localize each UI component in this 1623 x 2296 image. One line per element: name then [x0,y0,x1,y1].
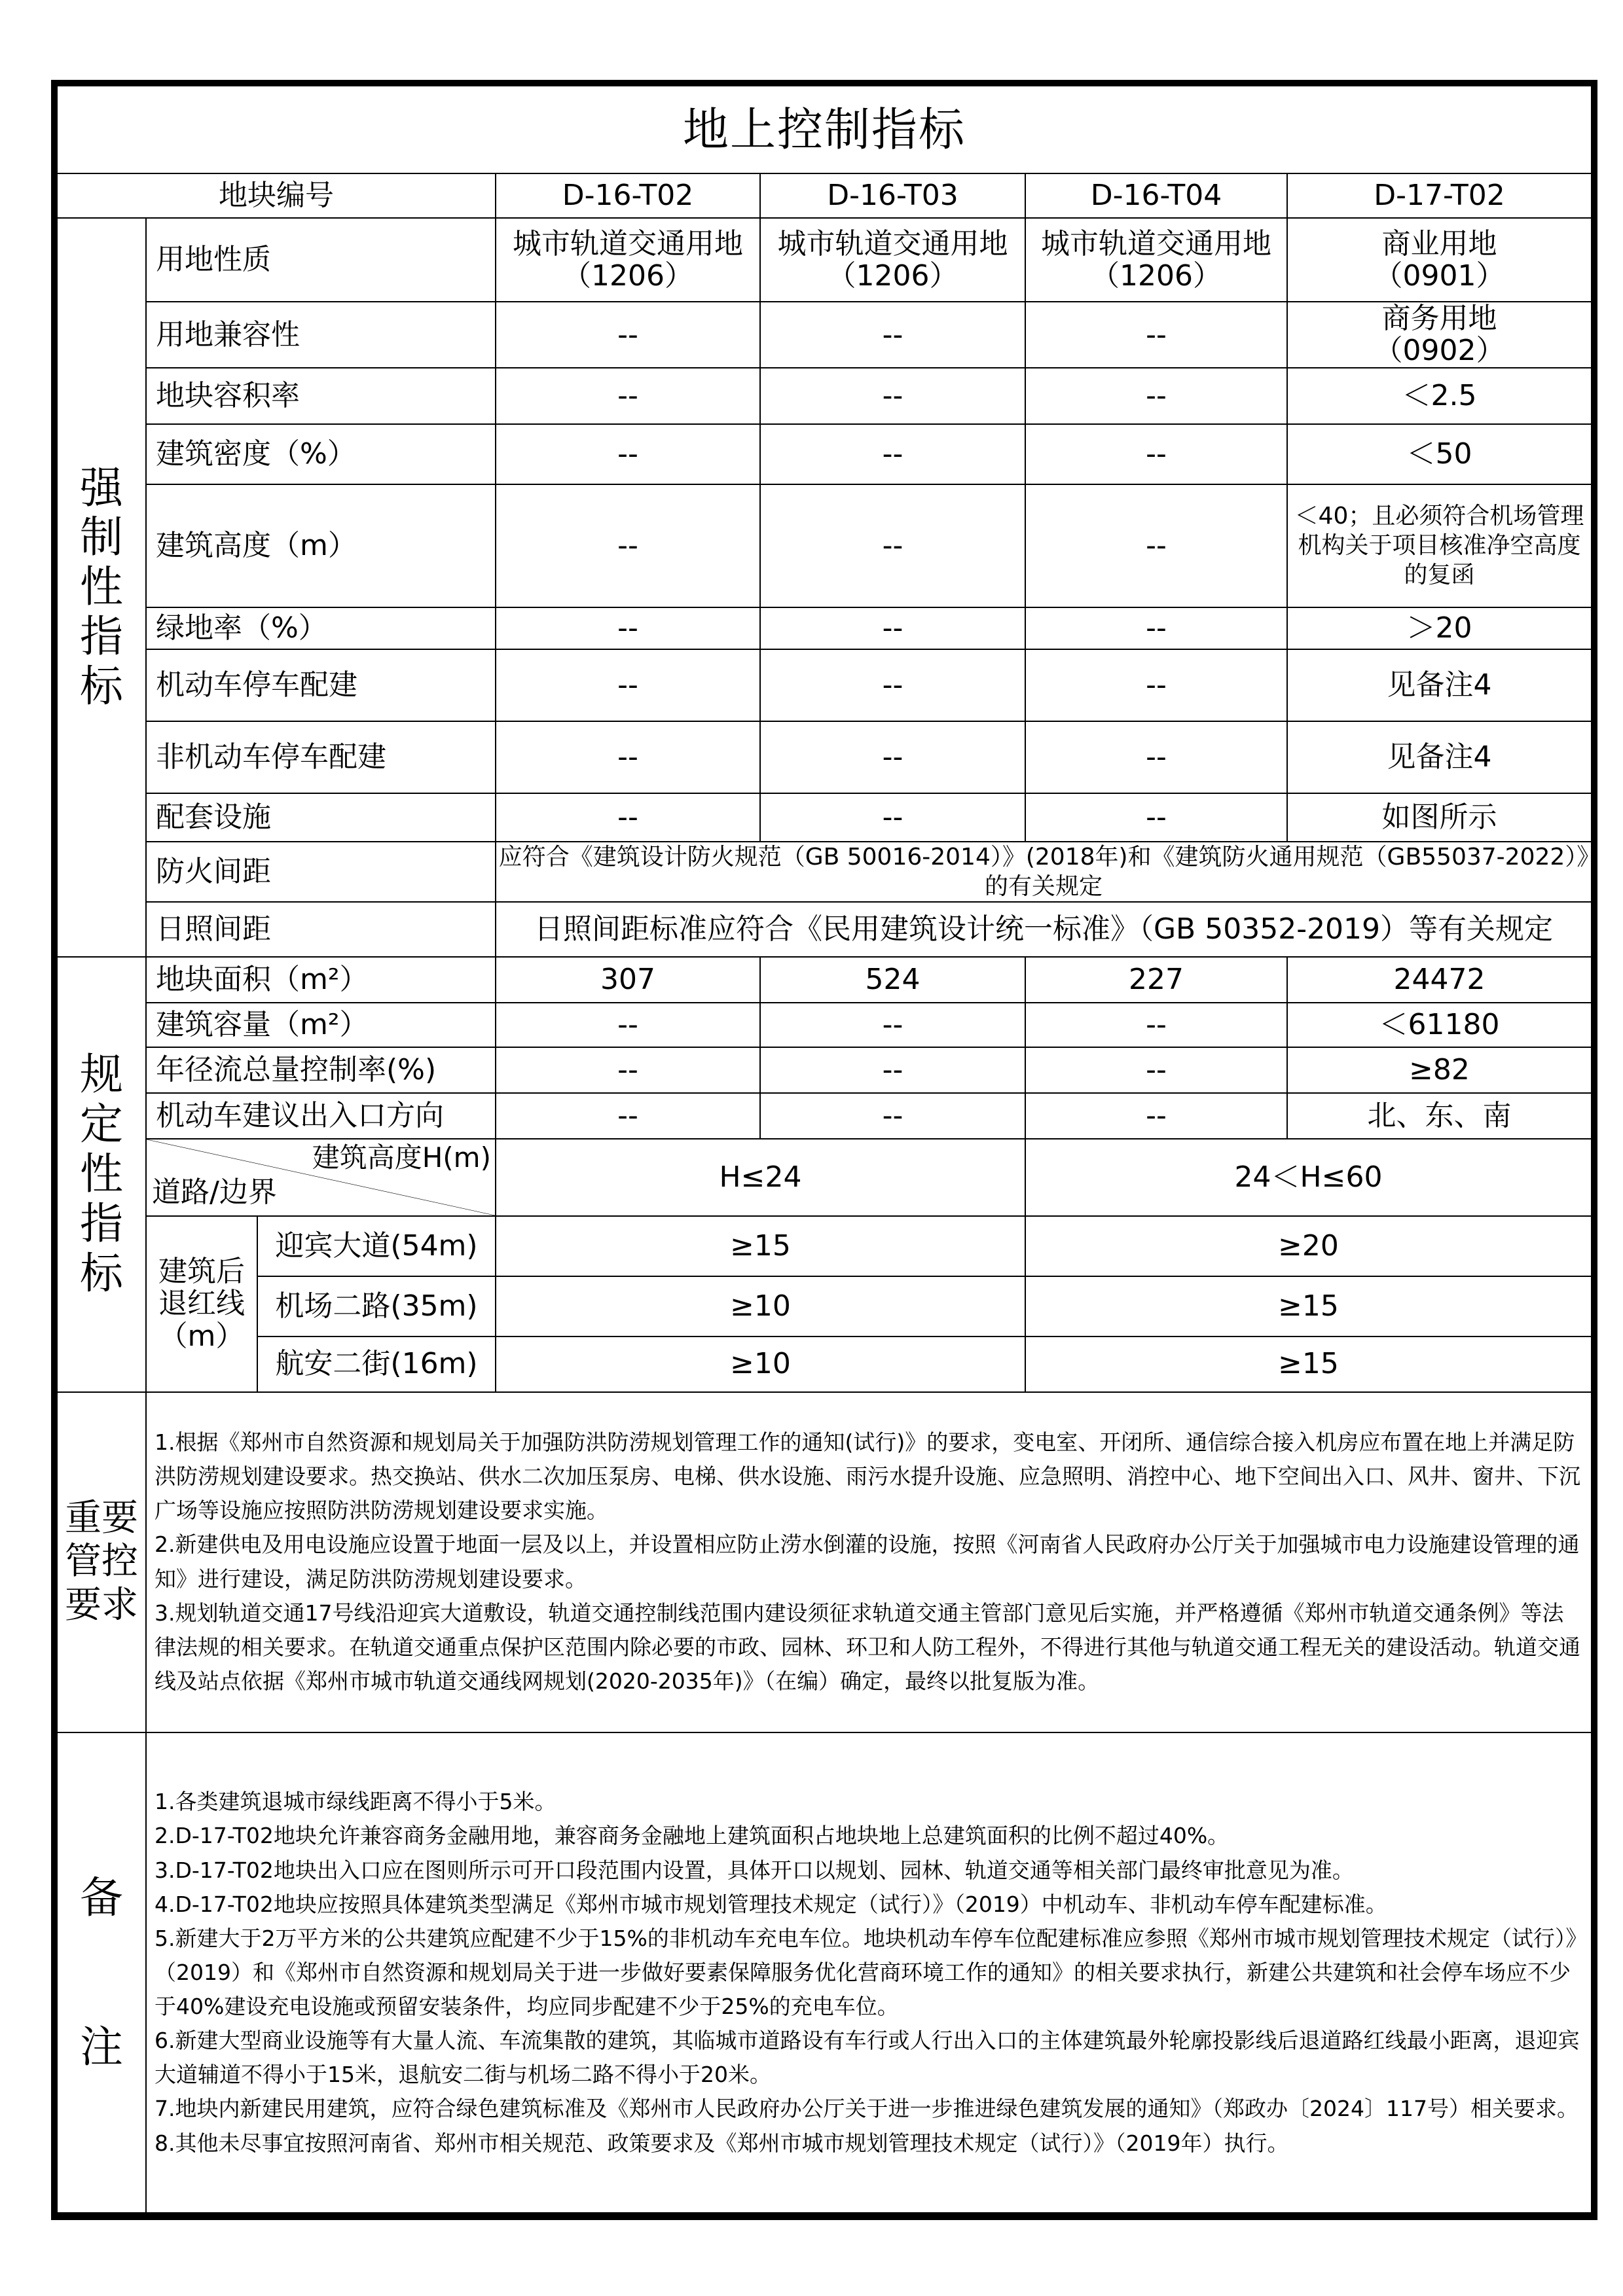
cell-value: -- [760,368,1025,424]
cell-value: 北、东、南 [1287,1093,1592,1139]
cell-value: -- [760,424,1025,484]
table-row [57,424,1592,484]
row-label: 建筑容量（m²） [146,1003,496,1047]
remark-item: 8.其他未尽事宜按照河南省、郑州市相关规范、政策要求及《郑州市城市规划管理技术规定（试行）》（2019年）执行。 [155,2130,1289,2156]
category-text: 重要 管控 要求 [65,1497,138,1626]
cell-value: 307 [496,957,760,1003]
table-row [57,607,1592,649]
corner-top-label: 建筑高度H(m) [312,1141,491,1174]
setback-row [57,1276,1592,1336]
requirement-item: 2.新建供电及用电设施应设置于地面一层及以上，并设置相应防止涝水倒灌的设施，按照《河南省人民政府办公厅关于加强城市电力设施建设管理的通知》进行建设，满足防洪防涝规划建设要求。 [155,1532,1580,1592]
cell-value: -- [1025,607,1287,649]
category-text: 备 注 [80,1873,123,2072]
cell-value: ＜40；且必须符合机场管理机构关于项目核准净空高度的复函 [1287,484,1592,607]
cell-value: -- [1025,1003,1287,1047]
cell-value: -- [1025,793,1287,842]
cell-value: -- [1025,424,1287,484]
cell-value: -- [496,1093,760,1139]
row-label: 非机动车停车配建 [146,721,496,793]
cell-value: ＞20 [1287,607,1592,649]
header-row [57,173,1592,218]
setback-value: ≥10 [496,1276,1025,1336]
plot-id: D-16-T02 [496,173,760,218]
plot-id: D-16-T04 [1025,173,1287,218]
cell-value: -- [496,607,760,649]
cell-value: -- [1025,1047,1287,1093]
sunlight-spacing-row [57,902,1592,957]
cell-value: 商业用地 （0901） [1287,218,1592,302]
regulatory-category: 规 定 性 指 标 [57,957,146,1392]
table-row [57,1047,1592,1093]
cell-value: -- [496,484,760,607]
cell-value: -- [496,302,760,368]
key-requirements-text [146,1392,1592,1732]
cell-value: -- [1025,368,1287,424]
cell-value: 商务用地 （0902） [1287,302,1592,368]
plot-id: D-16-T03 [760,173,1025,218]
remarks-row [57,1732,1592,2214]
road-name: 迎宾大道(54m) [257,1216,496,1276]
cell-value: ≥82 [1287,1047,1592,1093]
row-label: 机动车建议出入口方向 [146,1093,496,1139]
cell-value: -- [760,649,1025,721]
plot-id: D-17-T02 [1287,173,1592,218]
cell-value: -- [760,1003,1025,1047]
table-row [57,649,1592,721]
height-range: 24＜H≤60 [1025,1139,1592,1216]
row-label: 建筑高度（m） [146,484,496,607]
setback-corner-cell [146,1139,496,1216]
remarks-text [146,1732,1592,2214]
cell-value: -- [1025,721,1287,793]
control-indicators-table [56,85,1592,2214]
table-row [57,793,1592,842]
setback-value: ≥15 [1025,1276,1592,1336]
row-label: 日照间距 [146,902,496,957]
cell-value: 见备注4 [1287,649,1592,721]
setback-row [57,1216,1592,1276]
regulatory-section [57,957,1592,1392]
cell-value: -- [1025,302,1287,368]
cell-value: ＜50 [1287,424,1592,484]
fire-spacing-row [57,842,1592,902]
cell-value: -- [760,793,1025,842]
key-requirements-row [57,1392,1592,1732]
setback-value: ≥20 [1025,1216,1592,1276]
setback-row [57,1336,1592,1392]
cell-value: -- [760,1047,1025,1093]
cell-value: -- [496,793,760,842]
cell-value: -- [496,368,760,424]
remark-item: 7.地块内新建民用建筑，应符合绿色建筑标准及《郑州市人民政府办公厅关于进一步推进绿色建筑发展的通知》（郑政办〔2024〕117号）相关要求。 [155,2096,1578,2122]
table-row [57,1003,1592,1047]
cell-value: 应符合《建筑设计防火规范（GB 50016-2014）》(2018年)和《建筑防火通用规范（GB55037-2022）》的有关规定 [496,842,1592,902]
requirement-item: 1.根据《郑州市自然资源和规划局关于加强防洪防涝规划管理工作的通知(试行)》的要求，变电室、开闭所、通信综合接入机房应布置在地上并满足防洪防涝规划建设要求。热交换站、供水二次加压泵房、电梯、供水设施、雨污水提升设施、应急照明、消控中心、地下空间出入口、风井、窗井、下沉广场等设施应按照防洪防涝规划建设要求实施。 [155,1429,1580,1524]
table-row [57,957,1592,1003]
cell-value: -- [1025,649,1287,721]
table-title: 地上控制指标 [57,86,1592,173]
mandatory-section [57,218,1592,957]
remark-item: 5.新建大于2万平方米的公共建筑应配建不少于15%的非机动车充电车位。地块机动车停车位配建标准应参照《郑州市城市规划管理技术规定（试行）》（2019）和《郑州市自然资源和规划局关于进一步做好要素保障服务优化营商环境工作的通知》的相关要求执行，新建公共建筑和社会停车场应不少于40%建设充电设施或预留安装条件，均应同步配建不少于25%的充电车位。 [155,1925,1577,2020]
row-label: 地块面积（m²） [146,957,496,1003]
remark-item: 3.D-17-T02地块出入口应在图则所示可开口段范围内设置，具体开口以规划、园林、轨道交通等相关部门最终审批意见为准。 [155,1857,1354,1883]
key-requirements-category [57,1392,146,1732]
row-label: 防火间距 [146,842,496,902]
cell-value: 如图所示 [1287,793,1592,842]
setback-group-label: 建筑后 退红线 （m） [146,1216,257,1392]
cell-value: -- [496,1003,760,1047]
cell-value: -- [496,1047,760,1093]
cell-value: ＜61180 [1287,1003,1592,1047]
cell-value: 城市轨道交通用地 （1206） [1025,218,1287,302]
row-label: 机动车停车配建 [146,649,496,721]
table-row [57,1093,1592,1139]
row-label: 用地兼容性 [146,302,496,368]
table-row [57,368,1592,424]
cell-value: 227 [1025,957,1287,1003]
table-row [57,721,1592,793]
setback-value: ≥15 [496,1216,1025,1276]
cell-value: 城市轨道交通用地 （1206） [760,218,1025,302]
height-range: H≤24 [496,1139,1025,1216]
remark-item: 1.各类建筑退城市绿线距离不得小于5米。 [155,1789,556,1815]
row-label: 用地性质 [146,218,496,302]
cell-value: 524 [760,957,1025,1003]
table-row [57,302,1592,368]
plot-number-label: 地块编号 [57,173,496,218]
table-row [57,218,1592,302]
remark-item: 6.新建大型商业设施等有大量人流、车流集散的建筑，其临城市道路设有车行或人行出入口的主体建筑最外轮廓投影线后退道路红线最小距离，退迎宾大道辅道不得小于15米，退航安二街与机场二路不得小于20米。 [155,2028,1580,2088]
road-name: 机场二路(35m) [257,1276,496,1336]
cell-value: 城市轨道交通用地 （1206） [496,218,760,302]
row-label: 建筑密度（%） [146,424,496,484]
setback-value: ≥10 [496,1336,1025,1392]
cell-value: -- [496,721,760,793]
cell-value: 见备注4 [1287,721,1592,793]
cell-value: -- [496,424,760,484]
corner-bottom-label: 道路/边界 [152,1175,277,1210]
row-label: 配套设施 [146,793,496,842]
cell-value: ＜2.5 [1287,368,1592,424]
road-name: 航安二街(16m) [257,1336,496,1392]
cell-value: -- [496,649,760,721]
cell-value: 日照间距标准应符合《民用建筑设计统一标准》（GB 50352-2019）等有关规定 [496,902,1592,957]
cell-value: -- [760,1093,1025,1139]
cell-value: -- [760,484,1025,607]
row-label: 地块容积率 [146,368,496,424]
cell-value: -- [760,721,1025,793]
requirement-item: 3.规划轨道交通17号线沿迎宾大道敷设，轨道交通控制线范围内建设须征求轨道交通主管部门意见后实施，并严格遵循《郑州市轨道交通条例》等法律法规的相关要求。在轨道交通重点保护区范围内除必要的市政、园林、环卫和人防工程外，不得进行其他与轨道交通工程无关的建设活动。轨道交通线及站点依据《郑州市城市轨道交通线网规划(2020-2035年)》（在编）确定，最终以批复版为准。 [155,1600,1580,1694]
table-row [57,484,1592,607]
setback-value: ≥15 [1025,1336,1592,1392]
row-label: 绿地率（%） [146,607,496,649]
remark-item: 2.D-17-T02地块允许兼容商务金融用地，兼容商务金融地上建筑面积占地块地上总建筑面积的比例不超过40%。 [155,1823,1230,1849]
cell-value: -- [1025,1093,1287,1139]
cell-value: -- [760,302,1025,368]
cell-value: 24472 [1287,957,1592,1003]
remark-item: 4.D-17-T02地块应按照具体建筑类型满足《郑州市城市规划管理技术规定（试行）》（2019）中机动车、非机动车停车配建标准。 [155,1891,1387,1917]
mandatory-category: 强 制 性 指 标 [57,218,146,957]
remarks-category [57,1732,146,2214]
cell-value: -- [760,607,1025,649]
setback-header-row [57,1139,1592,1216]
cell-value: -- [1025,484,1287,607]
row-label: 年径流总量控制率(%) [146,1047,496,1093]
